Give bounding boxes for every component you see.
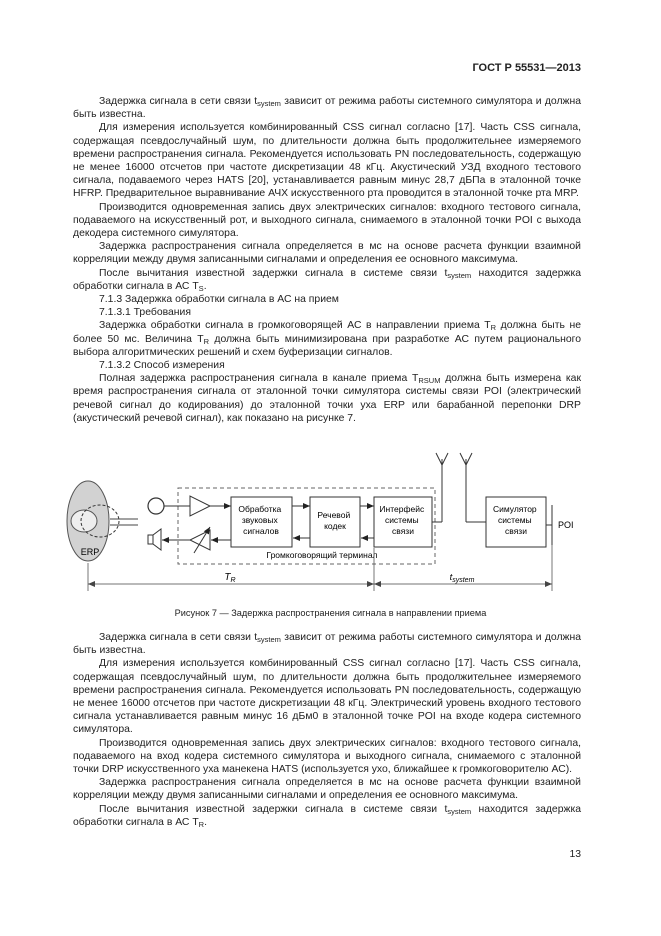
network-interface-label: Интерфейс системы связи [379, 504, 425, 536]
document-id: ГОСТ Р 55531—2013 [472, 62, 581, 74]
tsystem-label: $t_{system}$ [449, 572, 475, 584]
antenna-icon [432, 453, 486, 522]
paragraph: Задержка распространения сигнала определяется в мс на основе расчета функции взаимной корреляции между двумя записанными сигналами и определения ее основного максимума. [73, 777, 581, 802]
paragraph: Полная задержка распространения сигнала в канале приема $T_{RSUM}$ должна быть измерена как время распространения сигнала от эталонной точки симулятора системы связи POI (электрический речевой сигнал до кодирования) до эталонной точки уха ERP или барабанной перепонки DRP (акустический речевой сигнал), как показано на рисунке 7. [73, 373, 581, 424]
section-2-text [73, 631, 581, 829]
paragraph: Производится одновременная запись двух электрических сигналов: входного тестового сигнала, подаваемого на вход кодера системного симулятора и выходного сигнала, снимаемого с эталонной точки DRP искусственного уха манекена HATS (используется ухо, ближайшее к громкоговорителю АС). [73, 737, 581, 776]
tr-label: $T_R$ [224, 572, 236, 584]
paragraph: После вычитания известной задержки сигнала в системе связи $t_{system}$ находится задержка обработки сигнала в АС $T_R$. [73, 803, 581, 829]
rx-amplifier-icon [190, 530, 210, 550]
poi-label: POI [558, 520, 574, 530]
figure-7-diagram [60, 445, 600, 600]
paragraph: Для измерения используется комбинированный CSS сигнал согласно [17]. Часть CSS сигнала, содержащая псевдослучайный шум, по длительности должна быть продолжительнее измеряемого времени распространения сигнала. Рекомендуется использовать PN последовательность, содержащую не менее 16000 отсчетов при частоте дискретизации 48 кГц. Акустический УЗД входного тестового сигнала, подаваемого через HATS [20], устанавливается равным минус 28,7 дБПа в эталонной точке HFRP. Предварительное выравнивание АЧХ искусственного рта проводится в эталонной точке рта MRP. [73, 122, 581, 200]
microphone-icon [148, 498, 190, 514]
page-number: 13 [569, 849, 581, 860]
speech-codec-label: Речевой кодек [317, 510, 351, 531]
section-heading: 7.1.3.1 Требования [99, 307, 191, 319]
hats-head-icon [67, 481, 138, 561]
paragraph: Задержка обработки сигнала в громкоговорящей АС в направлении приема $T_R$ должна быть не более 50 мс. Величина $T_R$ должна быть минимизирована при разработке АС путем рационального выбора алгоритмических решений и схем буферизации сигналов. [73, 320, 581, 358]
network-simulator-label: Симулятор системы связи [492, 504, 537, 536]
paragraph: Задержка сигнала в сети связи $t_{system}$ зависит от режима работы системного симулятора и должна быть известна. [73, 96, 581, 121]
audio-processing-label: Обработка звуковых сигналов [238, 504, 282, 536]
loudspeaker-icon [148, 529, 161, 550]
figure-caption: Рисунок 7 — Задержка распространения сигнала в направлении приема [174, 608, 487, 618]
paragraph: Задержка сигнала в сети связи $t_{system}$ зависит от режима работы системного симулятора и должна быть известна. [73, 632, 581, 657]
section-1-text [73, 95, 581, 425]
paragraph: Задержка распространения сигнала определяется в мс на основе расчета функции взаимной корреляции между двумя записанными сигналами и определения ее основного максимума. [73, 241, 581, 266]
paragraph: После вычитания известной задержки сигнала в системе связи $t_{system}$ находится задержка обработки сигнала в АС $T_S$. [73, 267, 581, 293]
paragraph: Производится одновременная запись двух электрических сигналов: входного тестового сигнала, подаваемого на искусственный рот, и выходного сигнала, снимаемого в эталонной точки POI с выхода декодера системного симулятора. [73, 201, 581, 240]
paragraph: Для измерения используется комбинированный CSS сигнал согласно [17]. Часть CSS сигнала, содержащая псевдослучайный шум, по длительности должна быть продолжительнее измеряемого времени распространения сигнала. Рекомендуется использовать PN последовательность, содержащую не менее 16000 отсчетов при частоте дискретизации 48 кГц. Электрический уровень входного тестового сигнала устанавливается равным минус 16 дБм0 в эталонной точке POI на входе кодера системного симулятора. [73, 658, 581, 736]
terminal-label: Громкоговорящий терминал [266, 550, 378, 560]
section-heading: 7.1.3 Задержка обработки сигнала в АС на прием [99, 294, 339, 306]
tx-amplifier-icon [190, 496, 210, 516]
section-heading: 7.1.3.2 Способ измерения [99, 360, 225, 372]
erp-label: ERP [80, 547, 100, 557]
